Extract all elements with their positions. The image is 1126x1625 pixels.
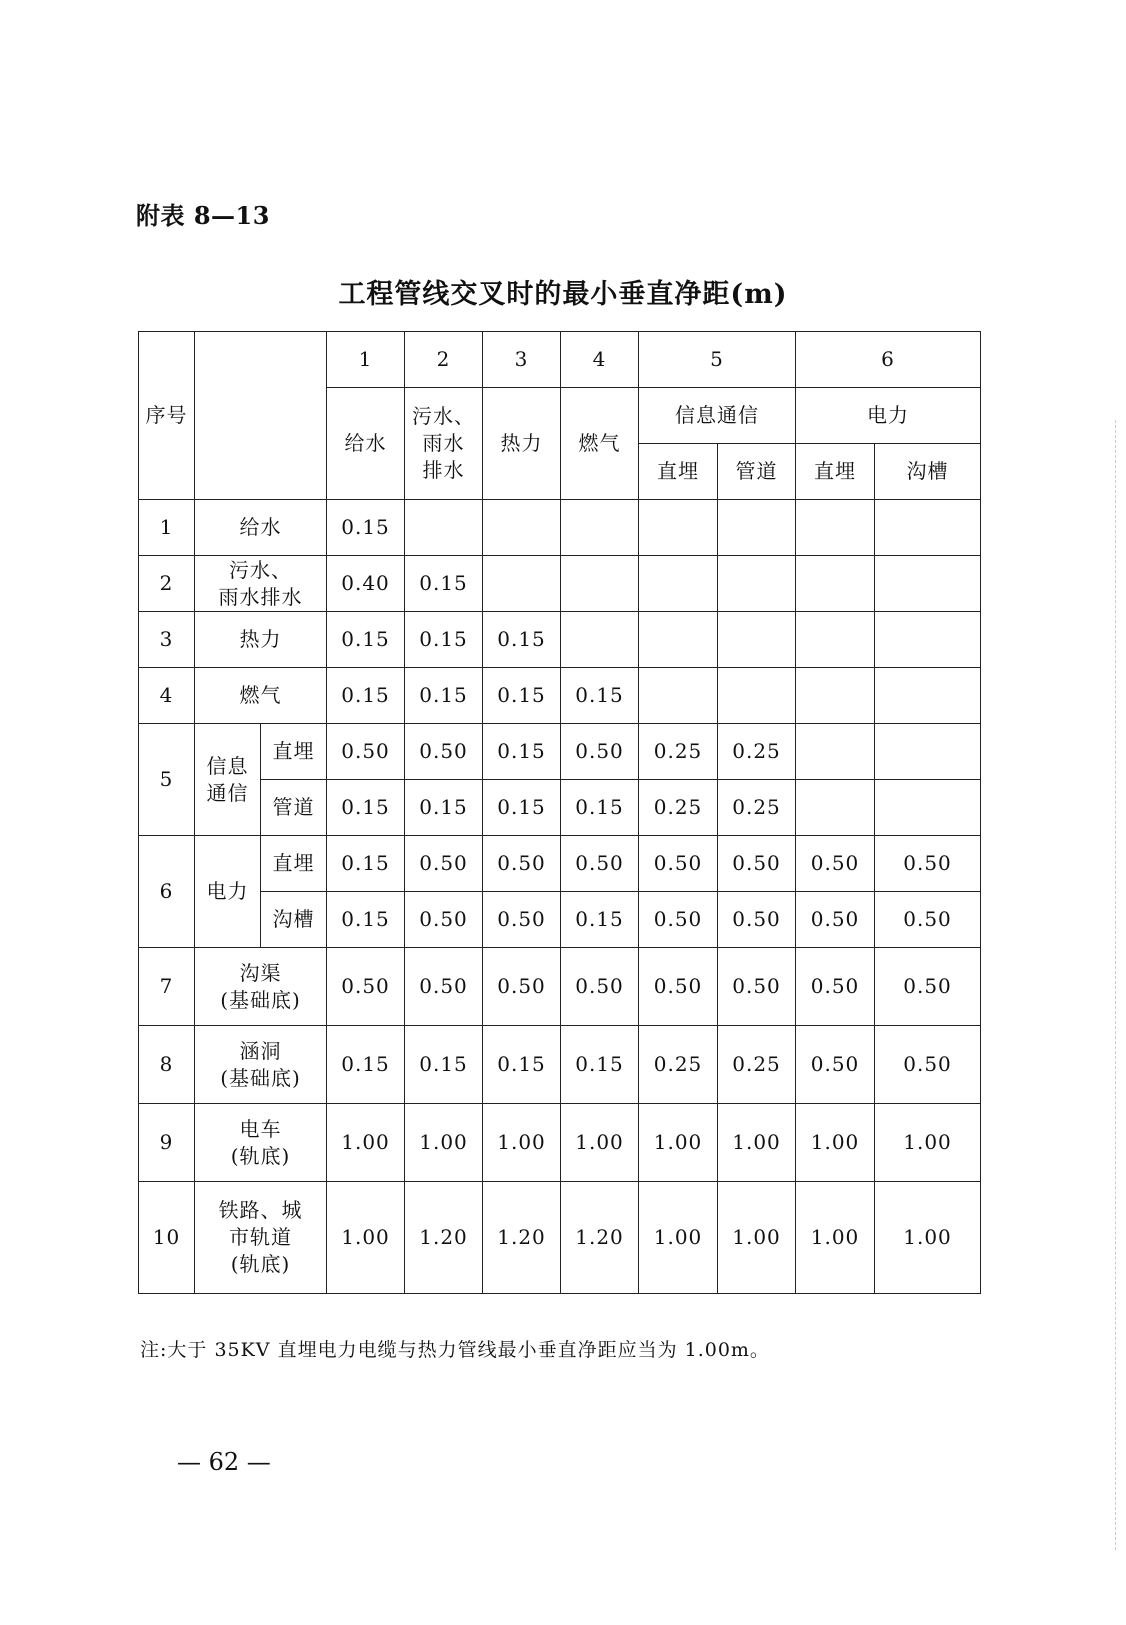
- cell-value: 0.15: [327, 668, 405, 724]
- cell-value: 1.20: [561, 1182, 639, 1294]
- cell-value: 0.50: [483, 892, 561, 948]
- cell-value: 0.50: [483, 948, 561, 1026]
- row-sub-name: 沟槽: [261, 892, 327, 948]
- cell-value: 1.20: [483, 1182, 561, 1294]
- cell-value: 0.25: [639, 1026, 718, 1104]
- cell-value: 0.50: [639, 836, 718, 892]
- cell-empty: [718, 612, 796, 668]
- cell-value: 0.50: [327, 724, 405, 780]
- clearance-table: [138, 331, 980, 1294]
- row-seq: 4: [139, 668, 195, 724]
- cell-value: 0.15: [405, 612, 483, 668]
- col-number-1: 1: [327, 332, 405, 388]
- cell-value: 0.15: [561, 668, 639, 724]
- cell-value: 0.15: [327, 836, 405, 892]
- table-row: [139, 500, 981, 556]
- cell-value: 0.50: [327, 948, 405, 1026]
- sub-6-direct: 直埋: [796, 444, 875, 500]
- row-seq: 10: [139, 1182, 195, 1294]
- col-number-4: 4: [561, 332, 639, 388]
- cell-value: 0.50: [483, 836, 561, 892]
- cell-value: 0.50: [718, 948, 796, 1026]
- cell-value: 1.20: [405, 1182, 483, 1294]
- cell-value: 1.00: [718, 1104, 796, 1182]
- cell-empty: [796, 780, 875, 836]
- row-name: 铁路、城 市轨道 (轨底): [195, 1182, 327, 1294]
- header-row-numbers: [139, 332, 981, 388]
- name-header-blank: [195, 332, 327, 500]
- cell-value: 0.50: [718, 836, 796, 892]
- cell-value: 0.25: [718, 780, 796, 836]
- table-title: 工程管线交叉时的最小垂直净距(m): [338, 279, 788, 310]
- cell-value: 0.50: [875, 892, 981, 948]
- data-table: [138, 331, 981, 1294]
- row-seq: 7: [139, 948, 195, 1026]
- cell-value: 0.25: [718, 724, 796, 780]
- cell-value: 1.00: [405, 1104, 483, 1182]
- row-seq: 6: [139, 836, 195, 948]
- cell-value: 1.00: [796, 1182, 875, 1294]
- table-row: [139, 892, 981, 948]
- col-name-3: 热力: [483, 388, 561, 500]
- cell-value: 0.50: [875, 948, 981, 1026]
- cell-value: 1.00: [561, 1104, 639, 1182]
- cell-empty: [639, 612, 718, 668]
- row-seq: 3: [139, 612, 195, 668]
- table-row: [139, 1026, 981, 1104]
- cell-value: 0.15: [483, 1026, 561, 1104]
- col-number-3: 3: [483, 332, 561, 388]
- cell-empty: [875, 500, 981, 556]
- cell-value: 0.50: [405, 836, 483, 892]
- table-row: [139, 948, 981, 1026]
- cell-empty: [639, 500, 718, 556]
- col-name-5: 信息通信: [639, 388, 796, 444]
- cell-value: 0.50: [405, 724, 483, 780]
- col-number-6: 6: [796, 332, 981, 388]
- cell-empty: [796, 668, 875, 724]
- sub-5-duct: 管道: [718, 444, 796, 500]
- cell-value: 0.15: [483, 724, 561, 780]
- cell-empty: [483, 500, 561, 556]
- cell-empty: [405, 500, 483, 556]
- row-name: 沟渠 (基础底): [195, 948, 327, 1026]
- cell-value: 0.50: [639, 948, 718, 1026]
- cell-empty: [875, 724, 981, 780]
- cell-value: 1.00: [875, 1104, 981, 1182]
- table-row: [139, 612, 981, 668]
- cell-empty: [561, 500, 639, 556]
- cell-value: 1.00: [639, 1104, 718, 1182]
- row-name: 燃气: [195, 668, 327, 724]
- cell-value: 0.15: [483, 668, 561, 724]
- col-name-2: 污水、 雨水 排水: [405, 388, 483, 500]
- cell-empty: [796, 724, 875, 780]
- cell-value: 0.15: [327, 780, 405, 836]
- cell-value: 0.15: [327, 1026, 405, 1104]
- cell-value: 0.15: [327, 500, 405, 556]
- cell-value: 1.00: [327, 1104, 405, 1182]
- scan-edge-marks: [1115, 420, 1120, 1550]
- cell-empty: [796, 500, 875, 556]
- cell-value: 0.15: [327, 892, 405, 948]
- cell-value: 0.50: [796, 1026, 875, 1104]
- cell-empty: [561, 556, 639, 612]
- row-seq: 1: [139, 500, 195, 556]
- sub-6-trench: 沟槽: [875, 444, 981, 500]
- row-seq: 9: [139, 1104, 195, 1182]
- row-sub-name: 直埋: [261, 836, 327, 892]
- row-sub-name: 管道: [261, 780, 327, 836]
- table-row: [139, 668, 981, 724]
- cell-value: 0.15: [561, 780, 639, 836]
- cell-empty: [483, 556, 561, 612]
- table-note: 注:大于 35KV 直埋电力电缆与热力管线最小垂直净距应当为 1.00m。: [140, 1339, 770, 1361]
- cell-empty: [561, 612, 639, 668]
- cell-value: 0.50: [639, 892, 718, 948]
- cell-empty: [875, 668, 981, 724]
- cell-empty: [718, 556, 796, 612]
- cell-empty: [718, 668, 796, 724]
- cell-value: 1.00: [718, 1182, 796, 1294]
- cell-empty: [875, 780, 981, 836]
- cell-value: 0.25: [639, 780, 718, 836]
- table-row: [139, 556, 981, 612]
- cell-value: 1.00: [639, 1182, 718, 1294]
- cell-value: 0.15: [483, 612, 561, 668]
- row-seq: 8: [139, 1026, 195, 1104]
- cell-value: 0.15: [405, 556, 483, 612]
- col-name-4: 燃气: [561, 388, 639, 500]
- cell-value: 0.50: [405, 892, 483, 948]
- table-row: [139, 836, 981, 892]
- col-name-1: 给水: [327, 388, 405, 500]
- cell-value: 0.50: [875, 836, 981, 892]
- cell-empty: [639, 556, 718, 612]
- row-name: 给水: [195, 500, 327, 556]
- cell-value: 0.50: [875, 1026, 981, 1104]
- cell-value: 0.15: [405, 780, 483, 836]
- cell-value: 0.50: [796, 892, 875, 948]
- cell-value: 0.25: [718, 1026, 796, 1104]
- cell-empty: [796, 556, 875, 612]
- cell-value: 0.50: [718, 892, 796, 948]
- row-name: 污水、 雨水排水: [195, 556, 327, 612]
- cell-value: 0.50: [561, 836, 639, 892]
- cell-value: 1.00: [483, 1104, 561, 1182]
- cell-value: 0.40: [327, 556, 405, 612]
- cell-value: 1.00: [875, 1182, 981, 1294]
- table-row: [139, 724, 981, 780]
- cell-empty: [639, 668, 718, 724]
- row-name: 电车 (轨底): [195, 1104, 327, 1182]
- page-number: — 62 —: [177, 1448, 271, 1476]
- seq-header: 序号: [139, 332, 195, 500]
- cell-value: 0.15: [405, 668, 483, 724]
- cell-value: 1.00: [327, 1182, 405, 1294]
- row-seq: 2: [139, 556, 195, 612]
- table-caption: 附表 8—13: [136, 201, 270, 230]
- cell-value: 0.15: [561, 1026, 639, 1104]
- row-group-name: 信息 通信: [195, 724, 261, 836]
- row-seq: 5: [139, 724, 195, 836]
- table-row: [139, 780, 981, 836]
- cell-empty: [796, 612, 875, 668]
- col-number-5: 5: [639, 332, 796, 388]
- col-name-6: 电力: [796, 388, 981, 444]
- cell-value: 0.15: [483, 780, 561, 836]
- row-sub-name: 直埋: [261, 724, 327, 780]
- col-number-2: 2: [405, 332, 483, 388]
- cell-value: 0.15: [327, 612, 405, 668]
- cell-value: 0.50: [796, 948, 875, 1026]
- row-name: 涵洞 (基础底): [195, 1026, 327, 1104]
- sub-5-direct: 直埋: [639, 444, 718, 500]
- table-row: [139, 1104, 981, 1182]
- cell-value: 0.50: [405, 948, 483, 1026]
- cell-empty: [875, 612, 981, 668]
- cell-empty: [718, 500, 796, 556]
- cell-value: 0.15: [405, 1026, 483, 1104]
- cell-value: 0.25: [639, 724, 718, 780]
- table-row: [139, 1182, 981, 1294]
- cell-value: 0.50: [561, 948, 639, 1026]
- cell-value: 0.15: [561, 892, 639, 948]
- cell-value: 1.00: [796, 1104, 875, 1182]
- cell-empty: [875, 556, 981, 612]
- cell-value: 0.50: [796, 836, 875, 892]
- row-group-name: 电力: [195, 836, 261, 948]
- row-name: 热力: [195, 612, 327, 668]
- cell-value: 0.50: [561, 724, 639, 780]
